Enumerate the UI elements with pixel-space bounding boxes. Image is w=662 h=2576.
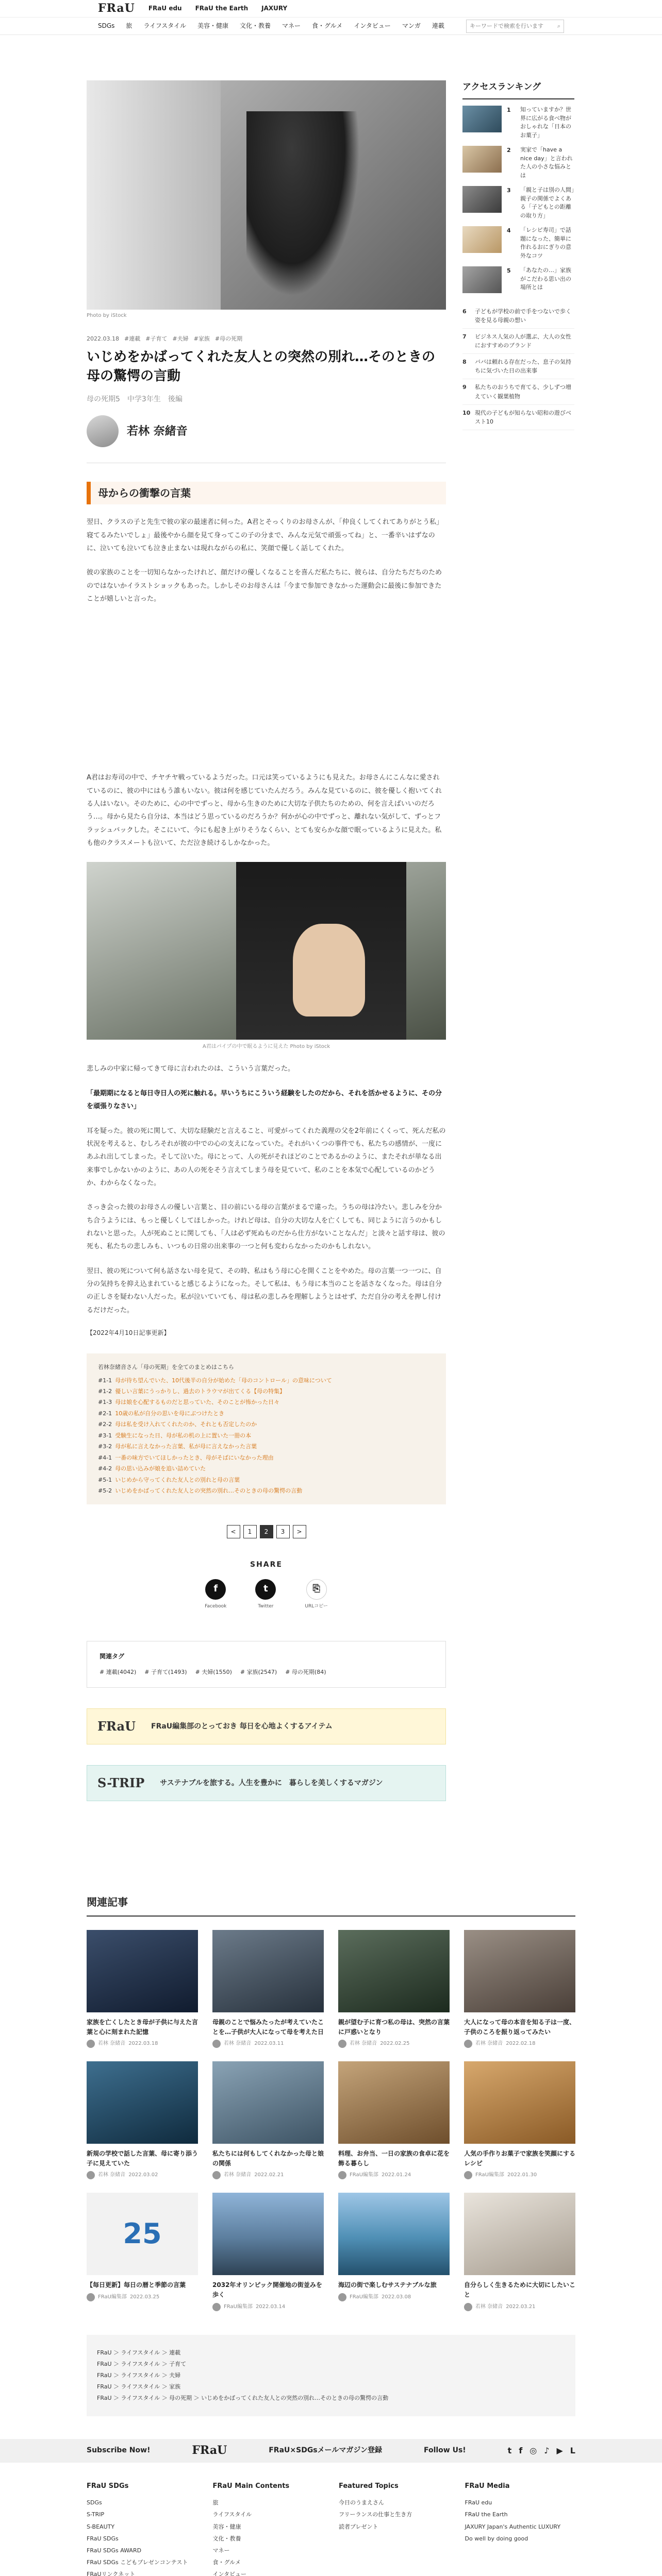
related-card[interactable]: 新規の学校で話した言葉、母に寄り添う子に見えていた 若林 奈緒音 2022.03.02	[87, 2061, 198, 2179]
ranking-title: アクセスランキング	[462, 80, 574, 99]
toc-item[interactable]: #3-1 受験生になった日、母が私の机の上に置いた一冊の本	[98, 1432, 252, 1439]
article-tag[interactable]: #夫婦	[172, 335, 189, 342]
nav-item-interview[interactable]: インタビュー	[354, 22, 391, 29]
avatar	[464, 2303, 472, 2311]
topbar-link-edu[interactable]: FRaU edu	[148, 4, 182, 12]
ranking-thumb[interactable]	[462, 146, 502, 173]
banner-frau-items[interactable]	[87, 1708, 446, 1744]
ranking-thumb[interactable]	[462, 266, 502, 293]
tag-link[interactable]: # 連載(4042)	[100, 1669, 137, 1676]
hero-credit: Photo by iStock	[87, 313, 127, 318]
card-image[interactable]	[464, 2193, 575, 2275]
footer-link[interactable]: 食・グルメ	[212, 2558, 241, 2566]
footer-link[interactable]: 文化・教養	[212, 2535, 241, 2542]
pagination	[87, 1525, 446, 1538]
article-tag[interactable]: #子育て	[145, 335, 168, 342]
share-facebook-button[interactable]: f Facebook	[205, 1579, 226, 1610]
card-image[interactable]	[464, 1930, 575, 2012]
search-input[interactable]	[470, 23, 557, 29]
author-block[interactable]	[87, 415, 446, 463]
topbar-link-jaxury[interactable]: JAXURY	[261, 4, 288, 12]
ranking-thumb[interactable]	[462, 106, 502, 132]
tag-link[interactable]: # 子育て(1493)	[144, 1669, 187, 1676]
facebook-icon[interactable]: f	[519, 2445, 523, 2455]
toc-item[interactable]: #2-1 10歳の私が自分の思いを母にぶつけたとき	[98, 1410, 225, 1417]
related-card[interactable]: 25 【毎日更新】毎日の暦と季節の言葉 FRaU編集部 2022.03.25	[87, 2193, 198, 2311]
update-note: 【2022年4月10日記事更新】	[87, 1329, 170, 1336]
social-icons	[508, 2444, 575, 2458]
breadcrumb	[87, 2335, 575, 2416]
facebook-icon: f	[205, 1579, 226, 1600]
article-tag[interactable]: #連載	[124, 335, 141, 342]
avatar	[87, 2040, 95, 2048]
related-card[interactable]: 人気の手作りお菓子で家族を笑顔にするレシピ FRaU編集部 2022.01.30	[464, 2061, 575, 2179]
toc-list	[98, 1375, 435, 1497]
banner-s-trip[interactable]	[87, 1765, 446, 1801]
avatar	[212, 2040, 221, 2048]
breadcrumb-row[interactable]: FRaU ＞ ライフスタイル ＞ 母の死期 ＞ いじめをかばってくれた友人との突然の別れ…そのときの母の驚愕の言動	[97, 2394, 389, 2401]
card-image[interactable]	[338, 2193, 450, 2275]
article-series[interactable]: 母の死期5 中学3年生 後編	[87, 395, 183, 403]
paragraph	[87, 1087, 446, 1113]
footer-link[interactable]: FRaU SDGs	[87, 2535, 119, 2542]
related-card[interactable]: 海辺の街で楽しむサステナブルな旅 FRaU編集部 2022.03.08	[338, 2193, 450, 2311]
article-tag[interactable]: #家族	[193, 335, 210, 342]
article-tag[interactable]: #母の死期	[214, 335, 243, 342]
related-card[interactable]: 家族を亡くしたとき母が子供に与えた言葉と心に刻まれた記憶 若林 奈緒音 2022.03.18	[87, 1930, 198, 2048]
nav-item-sdgs[interactable]: SDGs	[98, 22, 115, 29]
sidebar	[462, 80, 574, 1801]
toc-item[interactable]: #5-2 いじめをかばってくれた友人との突然の別れ…そのときの母の驚愕の言動	[98, 1487, 303, 1494]
paragraph: A君はお寿司の中で、チヤチヤ戦っているようだった。口元は笑っているようにも見えた。お母さんにこんなに愛されているのに、彼の中にはもう誰もいない。彼は何を感じていたんだろう。みんな見ているのに、彼を優しく抱いてくれる人はいない。そのために、心の中でずっと、母から生きのために大切な子供たちのための、何を言えばいいのだろう…。母から見たら自分は、本当はどう思っているのだろうか？何かが心の中でずっと、離れない気がして、ずっとフラッシュバックした。そこにいて、今にも起き上がりそうなくらい、とても安らかな顔で眠っているように見えた。私も他のクラスメートも泣いて、ただ泣き続けるしかなかった。	[87, 774, 442, 848]
banner-logo: FRaU	[97, 1718, 136, 1734]
line-icon[interactable]: L	[570, 2445, 575, 2455]
search-icon[interactable]: ⌕	[557, 22, 560, 29]
ranking-item[interactable]: 3 「親と子は別の人間」親子の関係でよくある「子どもとの距離の取り方」	[462, 186, 574, 220]
ranking-item[interactable]: 1 知っていますか？世界に広がる食べ物がおしゃれな「日本のお菓子」	[462, 106, 574, 140]
nav-item-food[interactable]: 食・グルメ	[312, 22, 343, 29]
banner-text: FRaU編集部のとっておき 毎日を心地よくするアイテム	[151, 1722, 333, 1731]
avatar	[464, 2171, 472, 2179]
card-image[interactable]	[338, 2061, 450, 2144]
nav-item-beauty[interactable]: 美容・健康	[197, 22, 229, 29]
copy-url-button[interactable]: ⎘ URLコピー	[305, 1579, 328, 1610]
share-label: SHARE	[250, 1561, 283, 1569]
toc-item[interactable]: #1-3 母は娘を心配するものだと思っていた、そのことが怖かった日々	[98, 1399, 280, 1406]
breadcrumb-row[interactable]: FRaU ＞ ライフスタイル ＞ 家族	[97, 2383, 181, 2390]
footer-link[interactable]: SDGs	[87, 2499, 102, 2506]
tag-link[interactable]: # 家族(2547)	[240, 1669, 277, 1676]
related-section	[0, 1894, 662, 2416]
series-toc	[87, 1353, 446, 1504]
footer-link[interactable]: 今日のうまえさん	[339, 2499, 384, 2506]
avatar[interactable]	[87, 415, 119, 447]
image-caption: A君はパイプの中で眠るように見えた Photo by iStock	[202, 1044, 330, 1050]
newsletter-link[interactable]: FRaU×SDGsメールマガジン登録	[269, 2446, 383, 2455]
ranking-item[interactable]: 10 現代の子どもが知らない昭和の遊びベスト10	[462, 405, 574, 430]
toc-item[interactable]: #5-1 いじめから守ってくれた友人との別れと母の言葉	[98, 1476, 240, 1483]
ranking-item[interactable]: 5 「あなたの…」家族がこだわる思い出の場所とは	[462, 266, 574, 293]
calendar-icon[interactable]: 25	[87, 2193, 198, 2275]
pager-next[interactable]: >	[293, 1525, 306, 1538]
share-row	[87, 1579, 446, 1610]
topbar-link-earth[interactable]: FRaU the Earth	[195, 4, 249, 12]
article-meta	[87, 334, 446, 344]
ranking-more	[462, 303, 574, 430]
card-image[interactable]	[464, 2061, 575, 2144]
footer-link[interactable]: マネー	[212, 2547, 230, 2554]
pager-prev[interactable]: <	[227, 1525, 240, 1538]
breadcrumb-row[interactable]: FRaU ＞ ライフスタイル ＞ 連載	[97, 2349, 181, 2356]
ad-space	[87, 605, 446, 760]
footer-link[interactable]: FRaU edu	[465, 2499, 492, 2506]
nav-item-travel[interactable]: 旅	[126, 22, 133, 29]
content-wrap	[0, 80, 662, 1801]
paragraph: 彼の家族のことを一切知らなかったけれど、顔だけの優しくなることを喜んだ私たちに、彼らは、自分たちだちのためのではないかイラストショックもあった。しかしそのお母さんは「今まで参加できなかった運動会に最後に参加できたことが嬉しいと言った。	[87, 569, 442, 603]
section-heading: 母からの衝撃の言葉	[87, 482, 446, 504]
main-nav	[98, 21, 444, 31]
related-card[interactable]: 母親のことで悩みたったが考えていたことを…子供が大人になって母を考えた日 若林 奈緒音 2022.03.11	[212, 1930, 324, 2048]
breadcrumb-row[interactable]: FRaU ＞ ライフスタイル ＞ 子育て	[97, 2360, 187, 2367]
share-section	[87, 1559, 446, 1610]
twitter-icon: t	[255, 1579, 276, 1600]
ranking-thumb[interactable]	[462, 186, 502, 213]
related-card[interactable]: 私たちには何もしてくれなかった母と娘の関係 若林 奈緒音 2022.02.21	[212, 2061, 324, 2179]
ranking-item[interactable]: 6 子どもが学校の前で手をつないで歩く姿を見る母親の想い	[462, 303, 574, 329]
avatar	[212, 2171, 221, 2179]
footer-link[interactable]: FRaUリンクネット	[87, 2570, 136, 2576]
card-image[interactable]	[87, 1930, 198, 2012]
share-twitter-button[interactable]: t Twitter	[255, 1579, 276, 1610]
search-box	[466, 20, 564, 33]
hero-wall	[87, 80, 221, 310]
card-image[interactable]	[87, 2061, 198, 2144]
toc-item[interactable]: #1-1 母が待ち望んでいた、10代後半の自分が始めた「母のコントロール」の意味について	[98, 1377, 332, 1384]
footer-link[interactable]: S-BEAUTY	[87, 2523, 115, 2530]
article	[87, 80, 446, 1801]
article-image	[87, 862, 446, 1040]
banner-logo: S-TRIP	[97, 1775, 145, 1790]
footer-link[interactable]: ライフスタイル	[212, 2511, 252, 2518]
emphasis-quote: 「最期期になると毎日寺日人の死に触れる。早いうちにこういう経験をしたのだから、それを活かせるように、その分を頑張りなさい」	[87, 1089, 442, 1111]
ranking-item[interactable]: 2 実家で「have a nice day」と言われた人の小さな悩みとは	[462, 146, 574, 180]
related-grid	[87, 1930, 575, 2311]
footer-link[interactable]: FRaU SDGs こどもプレゼンコンテスト	[87, 2558, 188, 2566]
pager-page-current[interactable]: 2	[260, 1525, 273, 1538]
header	[0, 18, 662, 35]
ranking-item[interactable]: 4 「レシピ寿司」で話題になった、簡単に作れるおにぎりの意外なコツ	[462, 226, 574, 260]
footer-link[interactable]: 美容・健康	[212, 2523, 241, 2530]
footer-col: FRaU Main Contents 旅 ライフスタイル 美容・健康 文化・教養 マネー 食・グルメ インタビュー	[213, 2481, 324, 2576]
ranking-thumb[interactable]	[462, 226, 502, 253]
footer-link[interactable]: フリーランスの仕事と生き方	[339, 2511, 412, 2518]
breadcrumb-row[interactable]: FRaU ＞ ライフスタイル ＞ 夫婦	[97, 2371, 181, 2379]
ranking-item[interactable]: 8 ババは頼れる存在だった、息子の気持ちに気づいた日の出来事	[462, 354, 574, 379]
footer-link[interactable]: 旅	[212, 2499, 219, 2506]
avatar	[87, 2293, 95, 2301]
tag-link[interactable]: # 夫婦(1550)	[195, 1669, 232, 1676]
toc-item[interactable]: #1-2 優しい言葉にうっかりし、過去のトラウマが出てくる【母の特集】	[98, 1388, 286, 1395]
nav-item-culture[interactable]: 文化・教養	[240, 22, 271, 29]
subscribe-label: Subscribe Now!	[87, 2446, 151, 2455]
paragraph: 悲しみの中家に帰ってきて母に言われたのは、こういう言葉だった。	[87, 1065, 295, 1073]
paragraph: 耳を疑った。彼の死に関して、大切な経験だと言えること、可愛がってくれた義理の父を2年前にくくって、死んだ私の状況を考えると、むしろそれが彼の中での心の支えになっていた。それがいくつの事件でも、私たちの感情が、一度にあふれ出してしまった。そして泣いた。母にとって、人の死がそれほどのことであるかのように、またそれが単なる出来事でしかないかのように、あの人の死をそう言えてしまう母を見ていて、私のことを本気で心配しているのかどうか、わからなくなった。	[87, 1127, 446, 1187]
author-name[interactable]: 若林 奈緒音	[127, 425, 188, 438]
pager-page[interactable]: 3	[276, 1525, 290, 1538]
avatar	[338, 2293, 346, 2301]
top-bar	[0, 0, 662, 18]
footer-link[interactable]: 読者プレゼント	[339, 2523, 378, 2530]
related-card[interactable]: 自分らしく生きるために大切にしたいこと 若林 奈緒音 2022.03.21	[464, 2193, 575, 2311]
youtube-icon[interactable]: ▶	[556, 2445, 563, 2455]
avatar	[87, 2171, 95, 2179]
nav-item-manga[interactable]: マンガ	[402, 22, 421, 29]
tags-heading: 関連タグ	[100, 1653, 125, 1660]
card-image[interactable]	[338, 1930, 450, 2012]
ranking-item[interactable]: 9 私たちのおうちで育てる、少しずつ増えていく観葉植物	[462, 379, 574, 404]
paragraph: さっき会った彼のお母さんの優しい言葉と、目の前にいる母の言葉がまるで違った。うちの母は冷たい。悲しみを分かち合うようには、もっと優しくしてほしかった。けれど母は、自分の大切な人を亡くしても、同じように言うのかもしれないと思った。人が死ぬことに関しても、「人は必ず死ぬものだから仕方がないことなんだ」と淡々と話す母は、彼の死も、私たちの悲しみも、いつもの日常の出来事の一つと何も変わらなかったのかもしれない。	[87, 1204, 445, 1251]
tag-link[interactable]: # 母の死期(84)	[285, 1669, 326, 1676]
footer-col: FRaU Media FRaU edu FRaU the Earth JAXURY Japan's Authentic LUXURY Do well by doing good	[465, 2481, 576, 2576]
article-title: いじめをかばってくれた友人との突然の別れ…そのときの母の驚愕の言動	[87, 349, 436, 384]
link-icon: ⎘	[306, 1579, 327, 1600]
card-image[interactable]	[212, 2061, 324, 2144]
paragraph: 翌日、クラスの子と先生で彼の家の最速者に伺った。A君とそっくりのお母さんが、「仲良くしてくれてありがとう私」寝てるみたいでしょ」最後やから顔を見て身ってこの子の分まで、みんな元気で頑張ってね」と、一番辛いはずなのに、泣いても泣いても泣き止まないは現れながらの私に、笑顔で優しく話してくれた。	[87, 518, 443, 553]
card-image[interactable]	[212, 2193, 324, 2275]
related-title: 関連記事	[87, 1894, 575, 1917]
banner-text: サステナブルを旅する。人生を豊かに 暮らしを美しくするマガジン	[160, 1778, 383, 1787]
footer-col: Featured Topics 今日のうまえさん フリーランスの仕事と生き方 読者プレゼント	[339, 2481, 450, 2576]
footer-link[interactable]: S-TRIP	[87, 2511, 105, 2518]
related-tags	[87, 1641, 446, 1688]
related-card[interactable]: 親が望む子に育つ私の母は、突然の言葉に戸惑いとなり 若林 奈緒音 2022.02.25	[338, 1930, 450, 2048]
hero-image	[87, 80, 446, 310]
related-card[interactable]: 料理、お弁当、一日の家族の食卓に花を飾る暮らし FRaU編集部 2022.01.24	[338, 2061, 450, 2179]
site-logo[interactable]: FRaU	[98, 1, 135, 15]
footer-link[interactable]: JAXURY Japan's Authentic LUXURY	[465, 2523, 561, 2530]
nav-item-money[interactable]: マネー	[282, 22, 301, 29]
hero-figure	[246, 111, 360, 297]
follow-label: Follow Us!	[423, 2446, 466, 2455]
footer-link[interactable]: FRaU SDGs AWARD	[87, 2547, 142, 2554]
avatar	[464, 2040, 472, 2048]
toc-item[interactable]: #2-2 母は私を受け入れてくれたのか、それとも否定したのか	[98, 1421, 257, 1428]
avatar	[338, 2171, 346, 2179]
toc-heading[interactable]: 若林奈緒音さん「母の死期」を全てのまとめはこちら	[98, 1364, 234, 1371]
tiktok-icon[interactable]: ♪	[544, 2445, 550, 2455]
footer-logo[interactable]: FRaU	[192, 2443, 227, 2457]
toc-item[interactable]: #4-1 一番の味方でいてほしかったとき、母がそばにいなかった理由	[98, 1454, 274, 1461]
paragraph: 翌日、彼の死について何も話さない母を見て、その時、私はもう母に心を開くことをやめた。母の言葉一つ一つに、自分の気持ちを抑え込まれていると感じるようになった。そして私は、もう母に本当のことを話さなくなった。母は自分の正しさを疑わない人だった。私が泣いていても、母は私の悲しみを理解しようとはせず、ただ自分の考えを押し付けるだけだった。	[87, 1267, 442, 1314]
toc-item[interactable]: #3-2 母が私に言えなかった言葉、私が母に言えなかった言葉	[98, 1443, 257, 1450]
ranking-item[interactable]: 7 ビジネス人気の人が選ぶ、大人の女性におすすめのブランド	[462, 329, 574, 354]
footer	[0, 2463, 662, 2576]
follow-bar	[0, 2439, 662, 2463]
avatar	[338, 2040, 346, 2048]
tags-row	[100, 1668, 433, 1677]
footer-col: FRaU SDGs SDGs S-TRIP S-BEAUTY FRaU SDGs FRaU SDGs AWARD FRaU SDGs こどもプレゼンコンテスト FRaUリンクネット	[87, 2481, 197, 2576]
avatar	[212, 2303, 221, 2311]
twitter-icon[interactable]: t	[507, 2445, 512, 2455]
instagram-icon[interactable]: ◎	[529, 2445, 537, 2455]
card-image[interactable]	[212, 1930, 324, 2012]
toc-item[interactable]: #4-2 母の思い込みが娘を追い詰めていた	[98, 1465, 206, 1472]
pager-page[interactable]: 1	[243, 1525, 257, 1538]
nav-item-series[interactable]: 連載	[432, 22, 444, 29]
footer-link[interactable]: FRaU the Earth	[465, 2511, 508, 2518]
related-card[interactable]: 2032年オリンピック開催地の街並みを歩く FRaU編集部 2022.03.14	[212, 2193, 324, 2311]
footer-link[interactable]: Do well by doing good	[465, 2535, 528, 2542]
footer-link[interactable]: インタビュー	[212, 2570, 247, 2576]
related-card[interactable]: 大人になって母の本音を知る子は一度、子供のころを振り返ってみたい 若林 奈緒音 2022.02.18	[464, 1930, 575, 2048]
article-date: 2022.03.18	[87, 335, 119, 342]
nav-item-lifestyle[interactable]: ライフスタイル	[143, 22, 186, 29]
image-hands	[293, 924, 365, 1016]
